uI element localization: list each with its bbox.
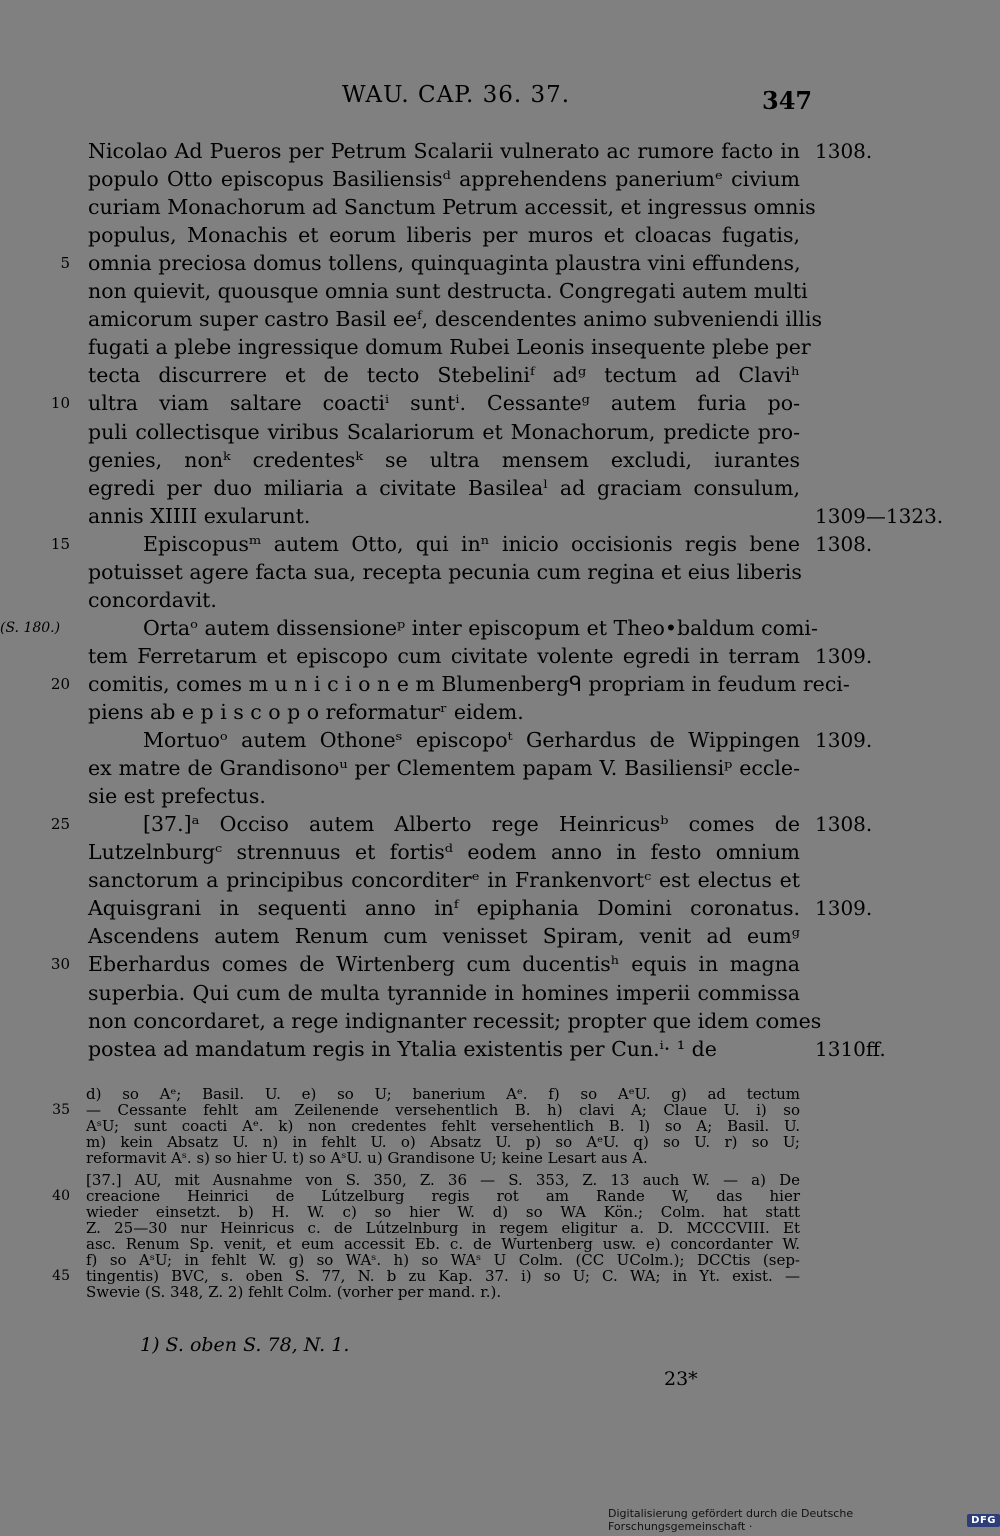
text-line: comitis, comes m u n i c i o n e m Blumenbergᑫ propriam in feudum reci-	[88, 671, 850, 696]
footnote-line: — Cessante fehlt am Zeilenende versehentlich B. h) clavi A; Claue U. i) so	[86, 1101, 800, 1119]
sheet-signature: 23*	[664, 1368, 698, 1390]
text-line: superbia. Qui cum de multa tyrannide in homines imperii commissa	[88, 980, 800, 1005]
page-number: 347	[762, 86, 813, 115]
footnote-line: Swevie (S. 348, Z. 2) fehlt Colm. (vorher per mand. r.).	[86, 1283, 502, 1301]
text-line: ultra viam saltare coactiⁱ suntⁱ. Cessanteᵍ autem furia po-	[88, 391, 800, 416]
margin-year: 1308.	[815, 812, 873, 837]
text-line: populus, Monachis et eorum liberis per muros et cloacas fugatis,	[88, 223, 800, 248]
text-line: concordavit.	[88, 587, 217, 612]
dfg-attribution-text: Digitalisierung gefördert durch die Deutsche Forschungsgemeinschaft ·	[608, 1507, 854, 1533]
text-line: ex matre de Grandisonoᵘ per Clementem papam V. Basiliensiᵖ eccle-	[88, 756, 800, 781]
text-line: tem Ferretarum et episcopo cum civitate volente egredi in terram	[88, 643, 800, 668]
line-number: 25	[50, 815, 70, 834]
line-number: 5	[60, 254, 70, 273]
footnote-line: AˢU; sunt coacti Aᵉ. k) non credentes fehlt versehentlich B. l) so A; Basil. U.	[86, 1117, 800, 1135]
footnote-line: tingentis) BVC, s. oben S. 77, N. b zu Kap. 37. i) so U; C. WA; in Yt. exist. —	[86, 1267, 800, 1285]
footnote-1: 1) S. oben S. 78, N. 1.	[140, 1334, 350, 1356]
margin-year: 1308.	[815, 531, 873, 556]
footnote-line: wieder einsetzt. b) H. W. c) so hier W. d) so WA Kön.; Colm. hat statt	[86, 1203, 800, 1221]
footnote-line-number: 40	[52, 1188, 70, 1204]
margin-year: 1309.	[815, 896, 873, 921]
text-line: Aquisgrani in sequenti anno inᶠ epiphania Domini coronatus.	[88, 896, 800, 921]
footnote-line: Z. 25—30 nur Heinricus c. de Lútzelnburg in regem eligitur a. D. MCCCVIII. Et	[86, 1219, 800, 1237]
text-line: fugati a plebe ingressique domum Rubei Leonis insequente plebe per	[88, 335, 811, 360]
line-number: 10	[50, 394, 70, 413]
text-line: Eberhardus comes de Wirtenberg cum ducentisʰ equis in magna	[88, 952, 800, 977]
text-line: non quievit, quousque omnia sunt destructa. Congregati autem multi	[88, 279, 808, 304]
text-line: tecta discurrere et de tecto Stebeliniᶠ adᵍ tectum ad Claviʰ	[88, 363, 800, 388]
text-line: puli collectisque viribus Scalariorum et Monachorum, predicte pro-	[88, 419, 800, 444]
page-header	[0, 82, 1000, 116]
text-line: Mortuoᵒ autem Othoneˢ episcopoᵗ Gerhardus de Wippingen	[143, 728, 800, 753]
text-line: sanctorum a principibus concorditerᵉ in Frankenvortᶜ est electus et	[88, 868, 800, 893]
text-line: egredi per duo miliaria a civitate Basileaˡ ad graciam consulum,	[88, 475, 800, 500]
margin-year: 1309—1323.	[815, 503, 944, 528]
text-line: piens ab e p i s c o p o reformaturʳ eidem.	[88, 700, 524, 724]
text-line: Episcopusᵐ autem Otto, qui inⁿ inicio occisionis regis bene	[143, 531, 800, 556]
text-line: postea ad mandatum regis in Ytalia existentis per Cun.ⁱ· ¹ de	[88, 1036, 717, 1061]
line-number: 30	[50, 955, 70, 974]
text-line: curiam Monachorum ad Sanctum Petrum accessit, et ingressus omnis	[88, 195, 816, 220]
line-number: 20	[50, 674, 70, 693]
text-line: omnia preciosa domus tollens, quinquaginta plaustra vini effundens,	[88, 251, 801, 276]
margin-page-reference: (S. 180.)	[0, 619, 61, 636]
dfg-attribution	[608, 1507, 1000, 1533]
text-line: Ortaᵒ autem dissensioneᵖ inter episcopum et Theo•baldum comi-	[143, 615, 818, 640]
text-line: annis XIIII exularunt.	[88, 503, 311, 528]
text-line: amicorum super castro Basil eeᶠ, descendentes animo subveniendi illis	[88, 307, 823, 332]
dfg-logo-icon: DFG	[967, 1514, 1000, 1527]
text-line: Lutzelnburgᶜ strennuus et fortisᵈ eodem anno in festo omnium	[88, 840, 800, 865]
footnote-line: d) so Aᵉ; Basil. U. e) so U; banerium Aᵉ. f) so AᵉU. g) ad tectum	[86, 1085, 800, 1103]
text-line: potuisset agere facta sua, recepta pecunia cum regina et eius liberis	[88, 559, 802, 584]
footnote-line: asc. Renum Sp. venit, et eum accessit Eb. c. de Wurtenberg usw. e) concordanter W.	[86, 1235, 800, 1253]
footnote-line: m) kein Absatz U. n) in fehlt U. o) Absatz U. p) so AᵉU. q) so U. r) so U;	[86, 1133, 800, 1151]
footnote-line-number: 35	[52, 1102, 70, 1118]
text-line: Nicolao Ad Pueros per Petrum Scalarii vulnerato ac rumore facto in	[88, 139, 800, 163]
text-line: non concordaret, a rege indignanter recessit; propter que idem comes	[88, 1008, 822, 1033]
text-line: [37.]ᵃ Occiso autem Alberto rege Heinricusᵇ comes de	[143, 812, 800, 837]
text-line: sie est prefectus.	[88, 784, 266, 809]
text-line: populo Otto episcopus Basiliensisᵈ apprehendens paneriumᵉ civium	[88, 167, 800, 192]
footnote-line: reformavit Aˢ. s) so hier U. t) so AˢU. u) Grandisone U; keine Lesart aus A.	[86, 1149, 648, 1167]
margin-year: 1309.	[815, 643, 873, 668]
margin-year: 1309.	[815, 728, 873, 753]
margin-year: 1308.	[815, 139, 873, 163]
footnote-line-number: 45	[52, 1268, 70, 1284]
footnote-line: creacione Heinrici de Lútzelburg regis rot am Rande W, das hier	[86, 1187, 800, 1205]
footnote-line: f) so AˢU; in fehlt W. g) so WAˢ. h) so WAˢ U Colm. (CC UColm.); DCCtis (sep-	[86, 1251, 800, 1269]
text-line: Ascendens autem Renum cum venisset Spiram, venit ad eumᵍ	[88, 924, 800, 949]
margin-year: 1310ff.	[815, 1036, 886, 1061]
text-line: genies, nonᵏ credentesᵏ se ultra mensem excludi, iurantes	[88, 447, 800, 472]
running-head: WAU. CAP. 36. 37.	[342, 82, 571, 108]
footnote-line: [37.] AU, mit Ausnahme von S. 350, Z. 36 — S. 353, Z. 13 auch W. — a) De	[86, 1171, 800, 1189]
line-number: 15	[50, 534, 70, 553]
